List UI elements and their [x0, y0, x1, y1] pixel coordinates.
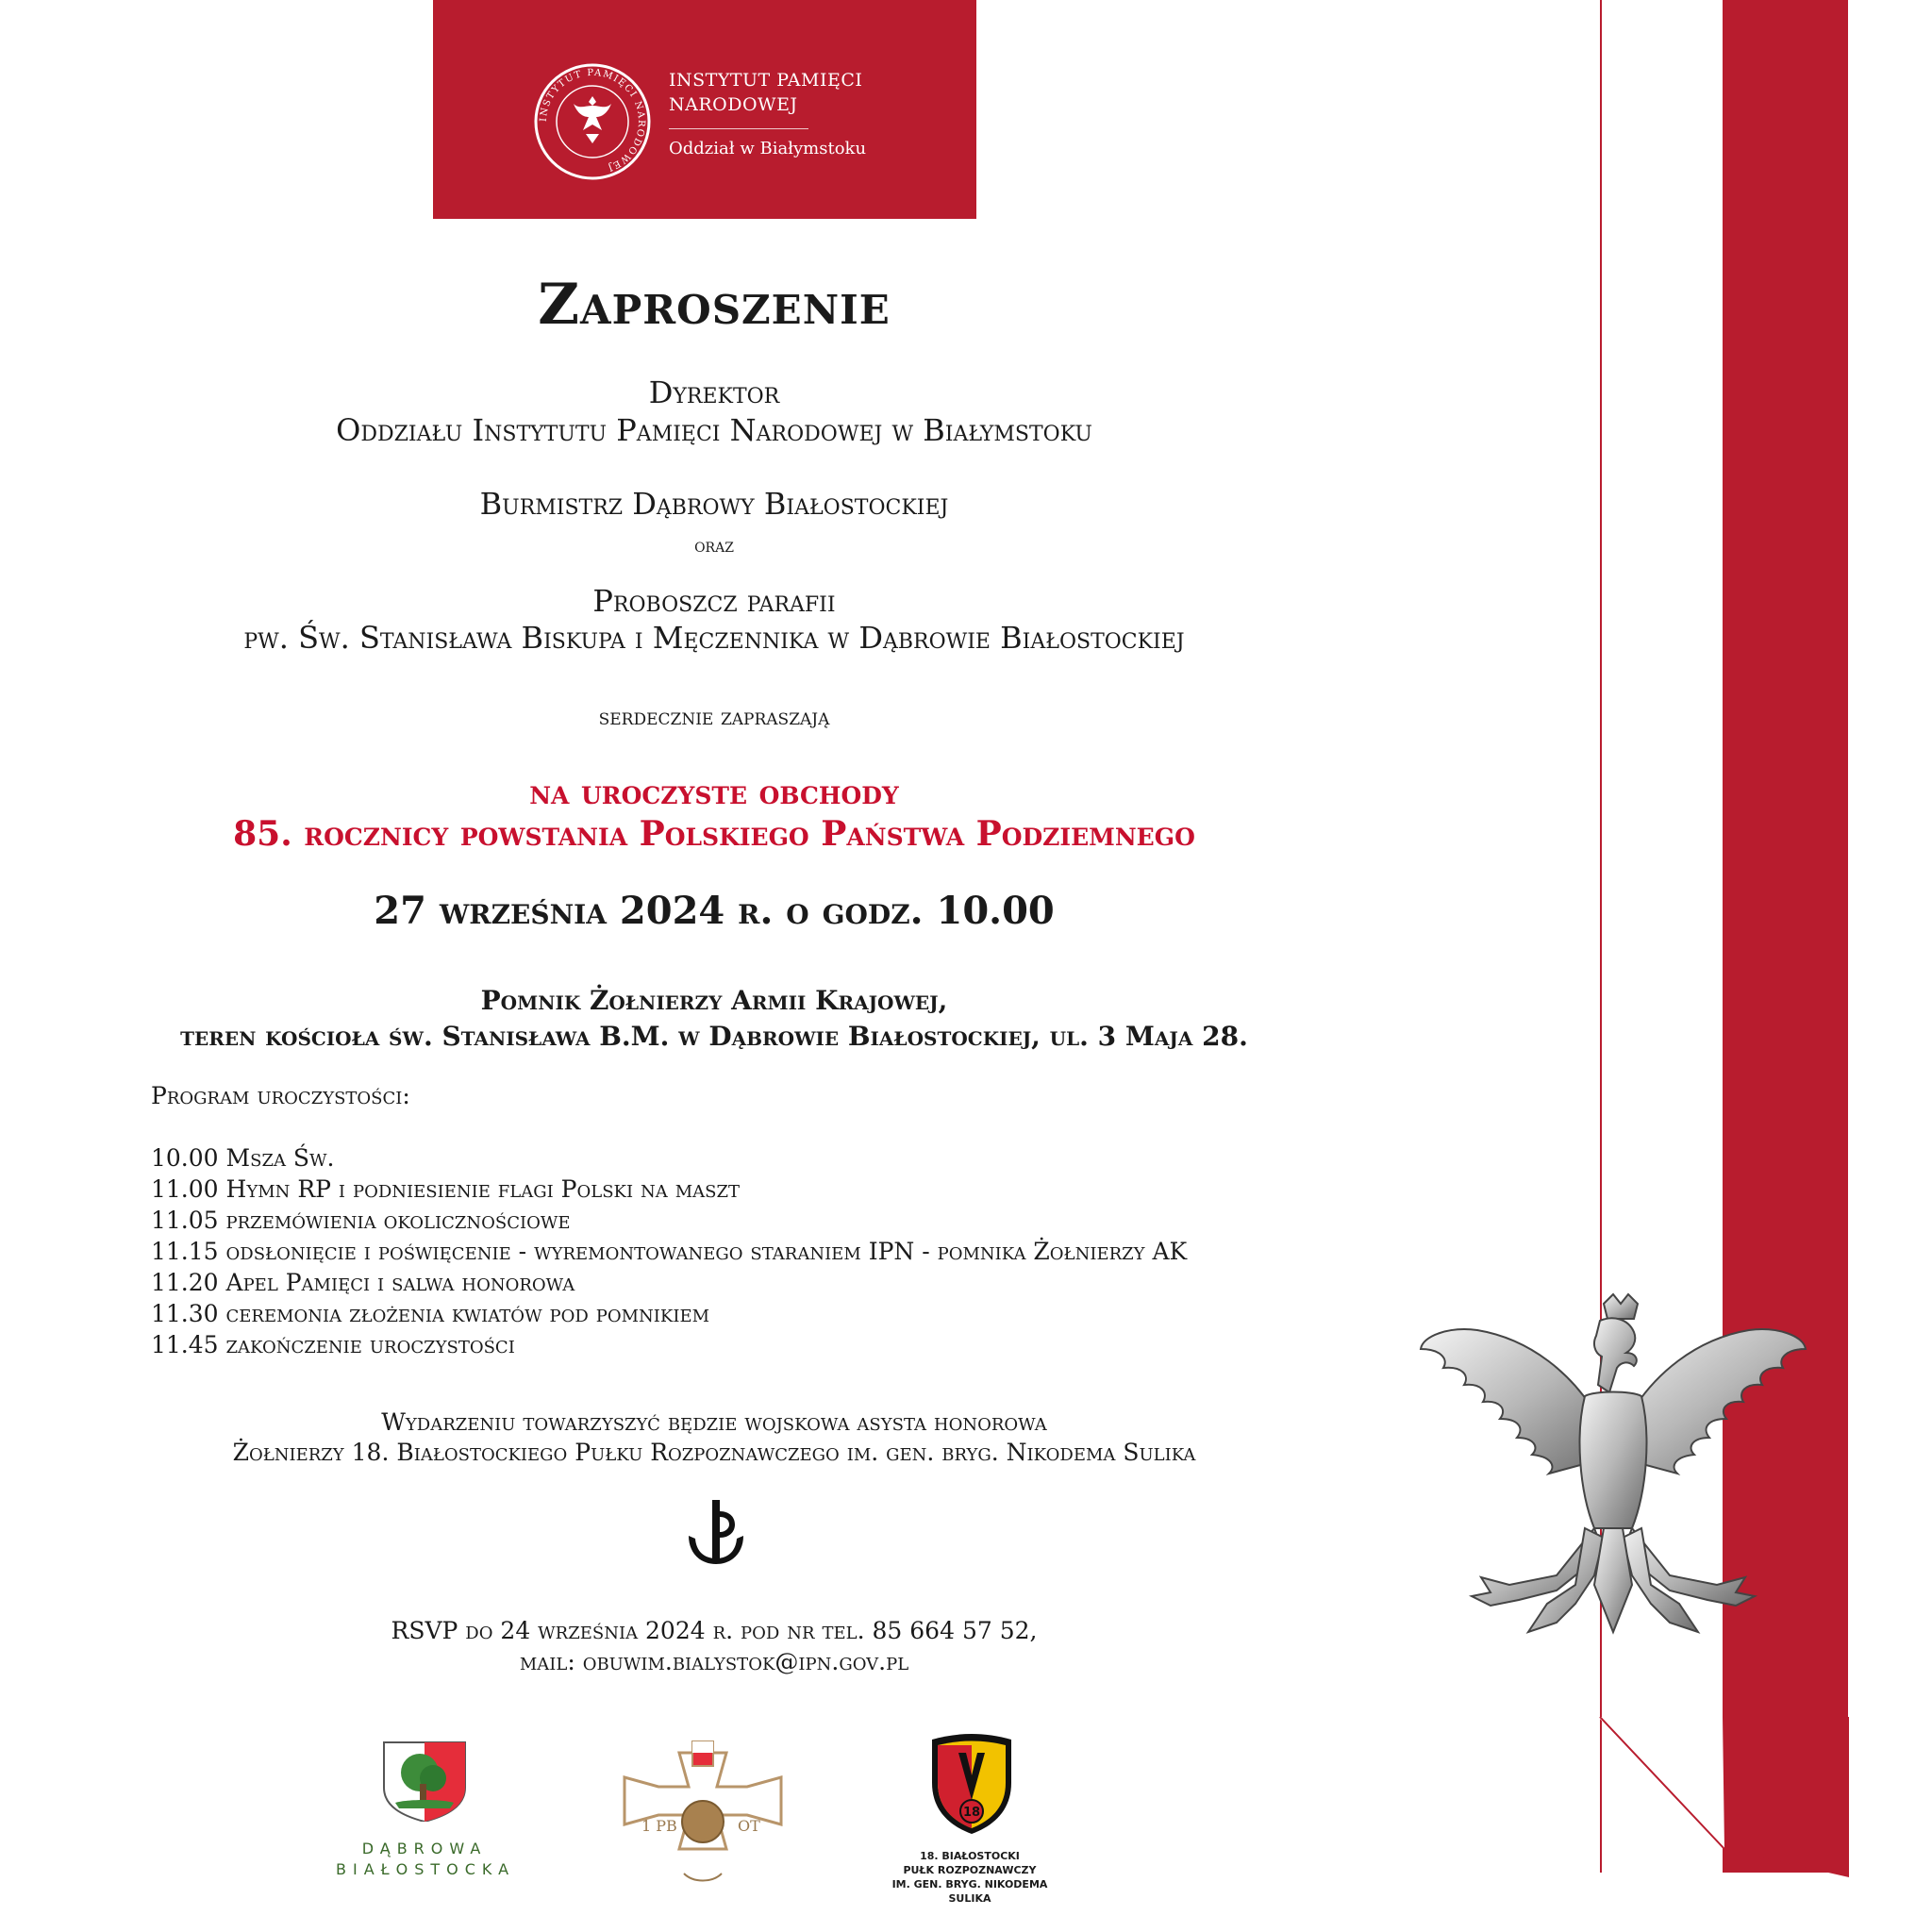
program-item: 11.45 zakończenie uroczystości [151, 1331, 515, 1358]
program-heading: Program uroczystości: [151, 1082, 410, 1109]
escort-line2: Żołnierzy 18. Białostockiego Pułku Rozpoznawczego im. gen. bryg. Nikodema Sulika [232, 1439, 1196, 1466]
rsvp-email[interactable]: mail: obuwim.bialystok@ipn.gov.pl [519, 1648, 909, 1675]
cross-left-text: 1 PB [641, 1817, 677, 1835]
place-line2: teren kościoła św. Stanisława B.M. w Dąbrowie Białostockiej, ul. 3 Maja 28. [180, 1021, 1248, 1052]
host3-org: pw. Św. Stanisława Biskupa i Męczennika w Dąbrowie Białostockiej [243, 620, 1185, 656]
event-line1: na uroczyste obchody [529, 773, 899, 812]
dabrowa-label-line1: DĄBROWA [361, 1840, 488, 1857]
program-item: 10.00 Msza Św. [151, 1144, 335, 1172]
ribbon-tail [1598, 1717, 1851, 1877]
rsvp-line1: RSVP do 24 września 2024 r. pod nr tel. 85 664 57 52, [391, 1617, 1038, 1644]
cross-right-text: OT [738, 1817, 760, 1835]
invitation-title: Zaproszenie [538, 272, 891, 338]
host3-role: Proboszcz parafii [592, 583, 836, 619]
program-item: 11.20 Apel Pamięci i salwa honorowa [151, 1269, 575, 1296]
branch-name: Oddział w Białymstoku [669, 139, 867, 158]
institute-name-line2: NARODOWEJ [669, 94, 798, 115]
ipn-header [433, 0, 976, 219]
brigade-cross-icon [623, 1732, 783, 1892]
event-line2: 85. rocznicy powstania Polskiego Państwa Podziemnego [233, 814, 1195, 854]
place-line1: Pomnik Żołnierzy Armii Krajowej, [480, 985, 948, 1016]
regiment-label-line3: IM. GEN. BRYG. NIKODEMA SULIKA [891, 1878, 1048, 1905]
event-datetime: 27 września 2024 r. o godz. 10.00 [374, 889, 1055, 933]
invite-phrase: serdecznie zapraszają [598, 704, 830, 730]
program-list [151, 1080, 1187, 1360]
white-eagle-icon [1415, 1292, 1811, 1707]
escort-line1: Wydarzeniu towarzyszyć będzie wojskowa asysta honorowa [381, 1408, 1047, 1436]
kotwica-icon [687, 1498, 745, 1566]
host2: Burmistrz Dąbrowy Białostockiej [479, 486, 949, 522]
regiment-label-line2: PUŁK ROZPOZNAWCZY [903, 1864, 1037, 1876]
dabrowa-logo [336, 1740, 516, 1880]
institute-name-line1: INSTYTUT PAMIĘCI [669, 70, 863, 91]
regiment-number: 18 [962, 1806, 981, 1820]
ipn-seal-icon [531, 60, 654, 183]
regiment-logo [875, 1732, 1064, 1906]
conjunction: oraz [694, 534, 734, 557]
host1-org: Oddziału Instytutu Pamięci Narodowej w Białymstoku [336, 412, 1092, 448]
program-item: 11.00 Hymn RP i podniesienie flagi Polski na maszt [151, 1175, 741, 1203]
regiment-badge-icon [875, 1732, 1064, 1836]
program-item: 11.30 ceremonia złożenia kwiatów pod pomnikiem [151, 1300, 710, 1327]
program-item: 11.15 odsłonięcie i poświęcenie - wyremontowanego staraniem IPN - pomnika Żołnierzy AK [151, 1238, 1188, 1265]
dabrowa-crest-icon [336, 1740, 513, 1822]
dabrowa-label-line2: BIAŁOSTOCKA [336, 1860, 516, 1878]
regiment-label-line1: 18. BIAŁOSTOCKI [920, 1850, 1020, 1862]
header-divider [669, 128, 808, 129]
host1-role: Dyrektor [648, 375, 780, 410]
program-item: 11.05 przemówienia okolicznościowe [151, 1207, 571, 1234]
svg-text:INSTYTUT PAMIĘCI NARODOWEJ: INSTYTUT PAMIĘCI NARODOWEJ [538, 67, 647, 174]
